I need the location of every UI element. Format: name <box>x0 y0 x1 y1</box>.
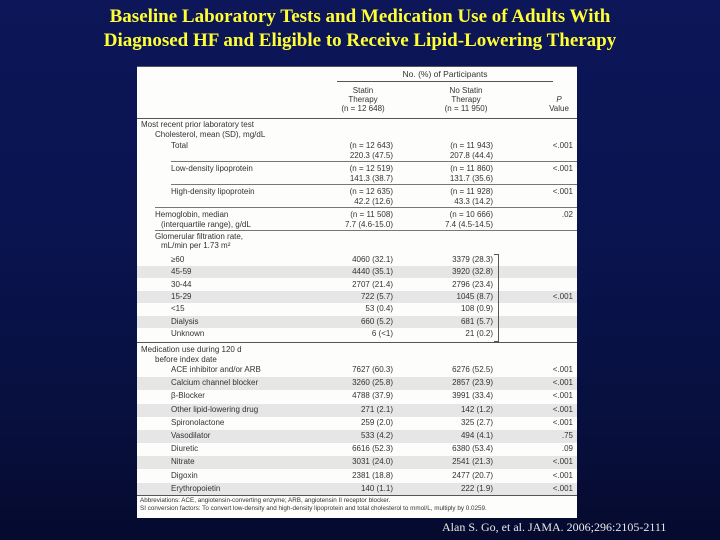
gfr-row <box>137 291 577 303</box>
gfr-category: Unknown <box>171 328 205 338</box>
gfr-category: 15-29 <box>171 291 192 301</box>
total-n-row: Total (n = 12 643) (n = 11 943) <.001 <box>171 141 573 150</box>
medication-row <box>137 483 577 496</box>
col-no-statin-header: No Statin Therapy (n = 11 950) <box>444 86 488 113</box>
gfr-category: 45-59 <box>171 267 192 277</box>
hgb-row-2: (interquartile range), g/dL 7.7 (4.6-15.0) 7.4 (4.5-14.5) <box>161 220 493 229</box>
baseline-table <box>137 66 577 518</box>
footnote-si-conversion: SI conversion factors: To convert low-density and high-density lipoprotein and total cholesterol to mmol/L, multiply by 0.0259. <box>140 505 487 512</box>
medication-statin-value: 533 (4.2) <box>360 431 393 440</box>
medication-no-statin-value: 6380 (53.4) <box>452 444 493 454</box>
medication-row <box>137 377 577 390</box>
gfr-no-statin-value: 3920 (32.8) <box>452 267 493 277</box>
col-p-header: P Value <box>549 95 569 113</box>
medication-label: Spironolactone <box>171 417 225 427</box>
gfr-row <box>137 254 577 266</box>
medication-label: Calcium channel blocker <box>171 378 259 388</box>
slide-title <box>0 5 720 53</box>
gfr-category: Dialysis <box>171 316 199 326</box>
medication-no-statin-value: 222 (1.9) <box>460 483 493 493</box>
group-header: No. (%) of Participants <box>402 69 488 79</box>
medication-row <box>137 390 577 403</box>
col-statin-header: Statin Therapy (n = 12 648) <box>341 86 385 113</box>
table-top-rule <box>137 66 577 67</box>
medication-p-value: .75 <box>561 431 573 440</box>
medication-p-value: <.001 <box>552 391 573 401</box>
gfr-row <box>137 279 577 291</box>
gfr-heading-row-2: mL/min per 1.73 m² <box>161 241 231 250</box>
row-rule <box>171 161 577 162</box>
gfr-no-statin-value: 1045 (8.7) <box>456 291 493 301</box>
medication-row <box>137 404 577 417</box>
medication-p-value: <.001 <box>552 417 573 427</box>
medication-label: Digoxin <box>171 470 198 480</box>
gfr-p-value: <.001 <box>552 292 573 301</box>
table-bottom-rule <box>137 495 577 496</box>
medication-row <box>137 430 577 443</box>
medication-statin-value: 140 (1.1) <box>360 483 393 493</box>
labs-heading-row: Most recent prior laboratory test <box>141 120 254 129</box>
gfr-row <box>137 266 577 278</box>
gfr-statin-value: 722 (5.7) <box>360 291 393 301</box>
medication-no-statin-value: 2857 (23.9) <box>452 378 493 388</box>
gfr-statin-value: 53 (0.4) <box>365 304 393 314</box>
medication-row <box>137 456 577 469</box>
medication-statin-value: 3260 (25.8) <box>352 378 393 388</box>
gfr-bracket <box>494 254 499 342</box>
medication-p-value: <.001 <box>552 365 573 374</box>
gfr-no-statin-value: 21 (0.2) <box>465 328 493 338</box>
medication-no-statin-value: 3991 (33.4) <box>452 391 493 401</box>
medication-label: Other lipid-lowering drug <box>171 404 259 414</box>
gfr-category: ≥60 <box>171 255 185 264</box>
medication-p-value: <.001 <box>552 457 573 467</box>
medication-no-statin-value: 325 (2.7) <box>460 417 493 427</box>
medication-label: β-Blocker <box>171 391 205 401</box>
gfr-no-statin-value: 3379 (28.3) <box>452 255 493 264</box>
gfr-no-statin-value: 2796 (23.4) <box>452 279 493 289</box>
gfr-row <box>137 316 577 328</box>
total-value-row: 220.3 (47.5) 207.8 (44.4) <box>349 151 493 160</box>
med-heading-row-2: before index date <box>155 355 217 364</box>
gfr-statin-value: 4440 (35.1) <box>352 267 393 277</box>
medication-p-value: .09 <box>561 444 573 454</box>
medication-statin-value: 259 (2.0) <box>360 417 393 427</box>
gfr-no-statin-value: 108 (0.9) <box>460 304 493 314</box>
medication-statin-value: 4788 (37.9) <box>352 391 393 401</box>
gfr-row <box>137 303 577 315</box>
section-rule <box>137 342 577 343</box>
ldl-value-row: 141.3 (38.7) 131.7 (35.6) <box>349 174 493 183</box>
medication-statin-value: 7627 (60.3) <box>352 365 393 374</box>
medication-label: Erythropoietin <box>171 483 221 493</box>
gfr-statin-value: 2707 (21.4) <box>352 279 393 289</box>
gfr-no-statin-value: 681 (5.7) <box>460 316 493 326</box>
medication-no-statin-value: 142 (1.2) <box>460 404 493 414</box>
gfr-row <box>137 328 577 340</box>
medication-p-value: <.001 <box>552 483 573 493</box>
medication-label: Vasodilator <box>171 431 211 440</box>
gfr-category: <15 <box>171 304 185 314</box>
row-rule <box>155 207 577 208</box>
gfr-statin-value: 4060 (32.1) <box>352 255 393 264</box>
cholesterol-heading-row: Cholesterol, mean (SD), mg/dL <box>155 130 266 139</box>
citation: Alan S. Go, et al. JAMA. 2006;296:2105-2111 <box>442 520 667 534</box>
footnote-abbreviations: Abbreviations: ACE, angiotensin-converting enzyme; ARB, angiotensin II receptor blocker. <box>140 497 391 504</box>
medication-p-value: <.001 <box>552 378 573 388</box>
ldl-n-row: Low-density lipoprotein (n = 12 519) (n = 11 860) <.001 <box>171 164 573 173</box>
medication-label: Diuretic <box>171 444 199 454</box>
row-rule <box>171 184 577 185</box>
medication-row <box>137 470 577 483</box>
gfr-heading-row-1: Glomerular filtration rate, <box>155 232 244 241</box>
medication-statin-value: 271 (2.1) <box>360 404 393 414</box>
medication-label: Nitrate <box>171 457 195 467</box>
gfr-category: 30-44 <box>171 279 192 289</box>
medication-label: ACE inhibitor and/or ARB <box>171 365 261 374</box>
medication-statin-value: 3031 (24.0) <box>352 457 393 467</box>
medication-p-value: <.001 <box>552 470 573 480</box>
hgb-row-1: Hemoglobin, median (n = 11 508) (n = 10 666) .02 <box>155 210 573 219</box>
group-header-rule <box>337 81 553 82</box>
medication-row <box>137 417 577 430</box>
medication-no-statin-value: 494 (4.1) <box>460 431 493 440</box>
medication-statin-value: 6616 (52.3) <box>352 444 393 454</box>
med-heading-row-1: Medication use during 120 d <box>141 345 242 354</box>
hdl-value-row: 42.2 (12.6) 43.3 (14.2) <box>354 197 493 206</box>
medication-statin-value: 2381 (18.8) <box>352 470 393 480</box>
medication-no-statin-value: 2541 (21.3) <box>452 457 493 467</box>
medication-row <box>137 443 577 456</box>
medication-no-statin-value: 2477 (20.7) <box>452 470 493 480</box>
medication-row <box>137 364 577 377</box>
title-line-2: Diagnosed HF and Eligible to Receive Lipid-Lowering Therapy <box>103 30 617 51</box>
gfr-statin-value: 660 (5.2) <box>360 316 393 326</box>
medication-no-statin-value: 6276 (52.5) <box>452 365 493 374</box>
medication-p-value: <.001 <box>552 404 573 414</box>
gfr-statin-value: 6 (<1) <box>371 328 393 338</box>
hdl-n-row: High-density lipoprotein (n = 12 635) (n = 11 928) <.001 <box>171 187 573 196</box>
title-line-1: Baseline Laboratory Tests and Medication Use of Adults With <box>109 6 611 27</box>
